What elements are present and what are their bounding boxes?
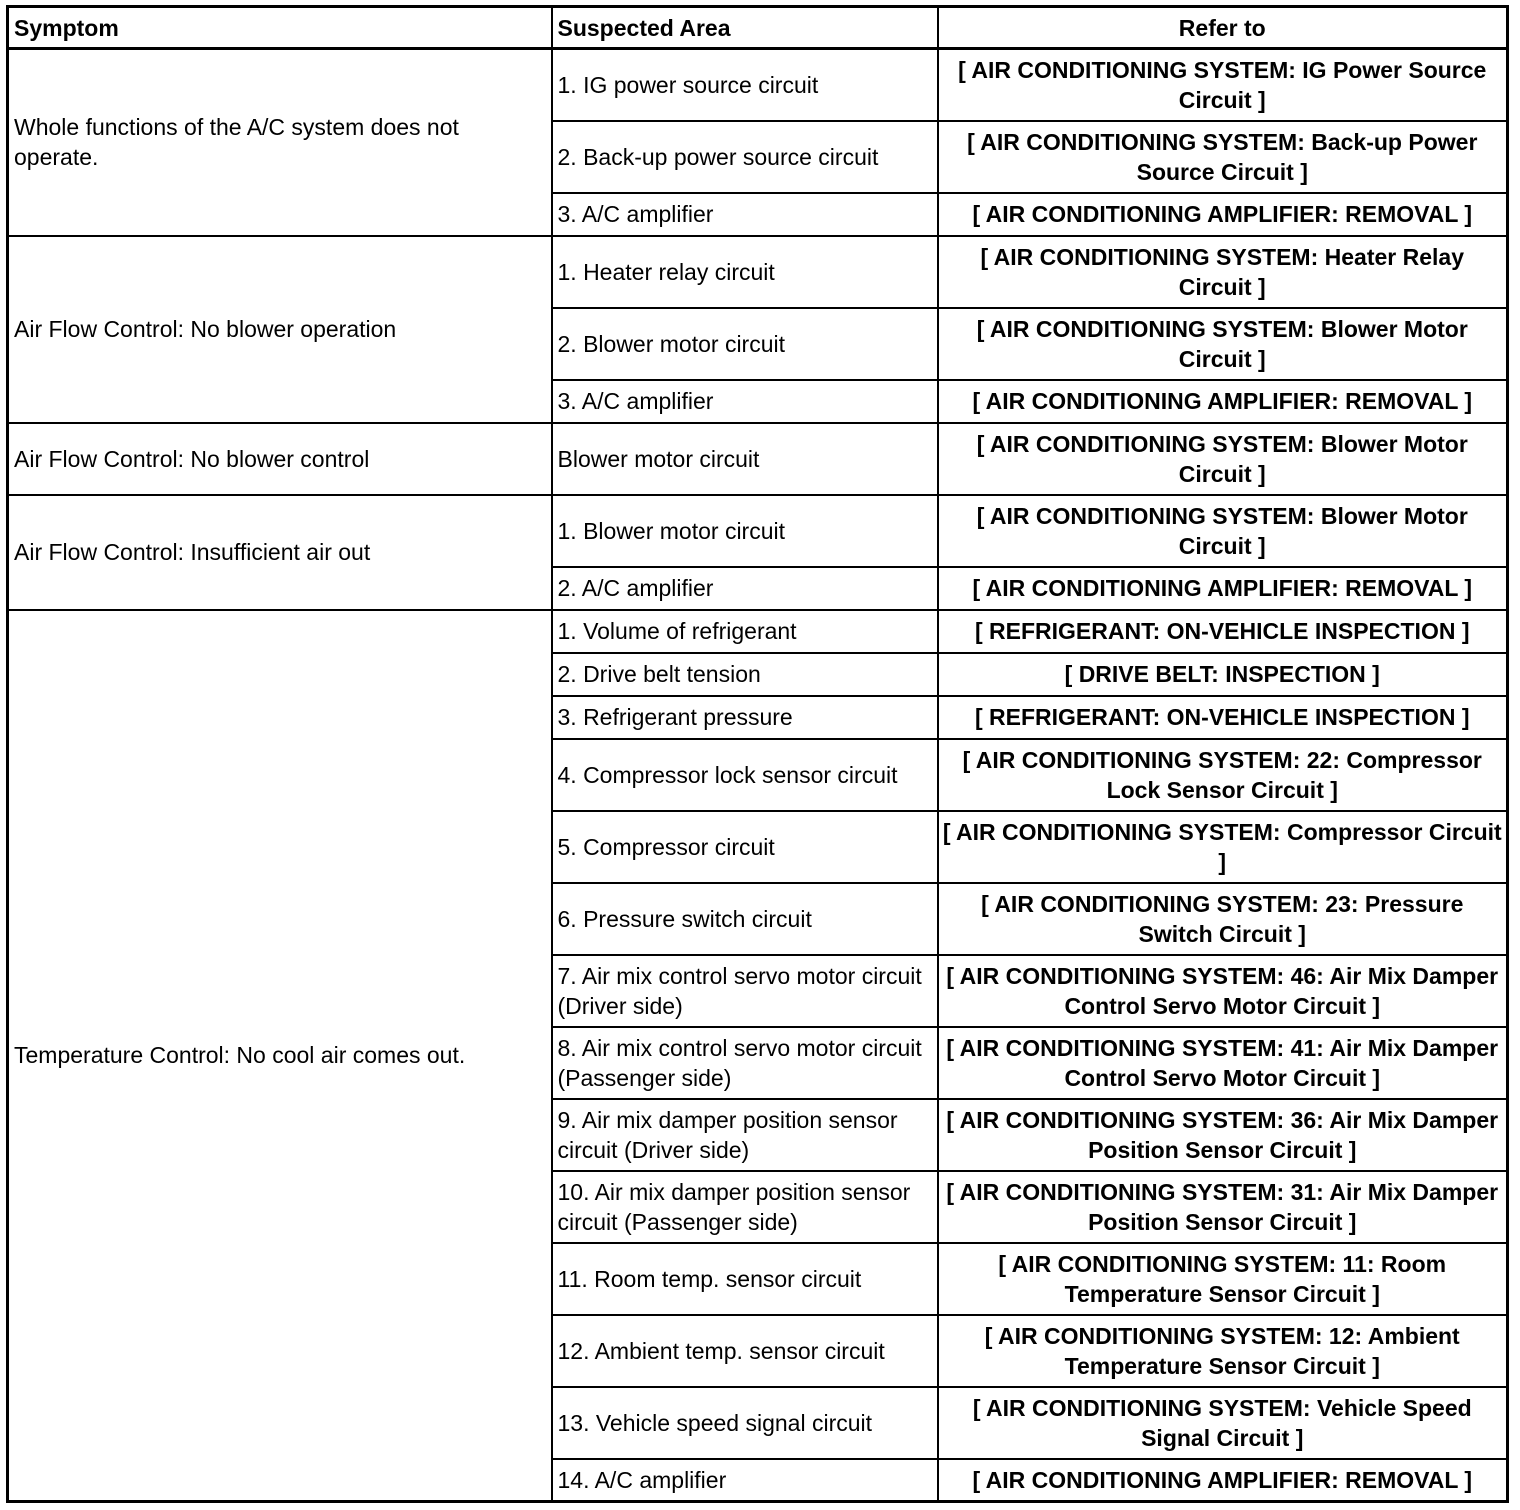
- suspected-area-cell: 4. Compressor lock sensor circuit: [552, 739, 938, 811]
- suspected-area-cell: 3. Refrigerant pressure: [552, 696, 938, 739]
- suspected-area-cell: 7. Air mix control servo motor circuit (Driver side): [552, 955, 938, 1027]
- table-row: [8, 49, 1508, 121]
- table-body: [8, 49, 1508, 1502]
- refer-to-link-cell[interactable]: [ AIR CONDITIONING SYSTEM: 23: Pressure Switch Circuit ]: [938, 883, 1508, 955]
- refer-to-link-cell[interactable]: [ REFRIGERANT: ON-VEHICLE INSPECTION ]: [938, 610, 1508, 653]
- suspected-area-cell: 1. IG power source circuit: [552, 49, 938, 121]
- refer-to-link-cell[interactable]: [ AIR CONDITIONING SYSTEM: Blower Motor Circuit ]: [938, 495, 1508, 567]
- table-row: [8, 236, 1508, 308]
- refer-to-link-cell[interactable]: [ AIR CONDITIONING AMPLIFIER: REMOVAL ]: [938, 193, 1508, 236]
- refer-to-link-cell[interactable]: [ AIR CONDITIONING SYSTEM: Blower Motor Circuit ]: [938, 423, 1508, 495]
- symptom-cell: Air Flow Control: Insufficient air out: [8, 495, 552, 610]
- refer-to-link-cell[interactable]: [ AIR CONDITIONING AMPLIFIER: REMOVAL ]: [938, 380, 1508, 423]
- suspected-area-cell: 2. Drive belt tension: [552, 653, 938, 696]
- refer-to-link-cell[interactable]: [ AIR CONDITIONING SYSTEM: 46: Air Mix Damper Control Servo Motor Circuit ]: [938, 955, 1508, 1027]
- suspected-area-cell: 12. Ambient temp. sensor circuit: [552, 1315, 938, 1387]
- suspected-area-cell: 3. A/C amplifier: [552, 193, 938, 236]
- suspected-area-cell: Blower motor circuit: [552, 423, 938, 495]
- suspected-area-cell: 5. Compressor circuit: [552, 811, 938, 883]
- suspected-area-cell: 1. Blower motor circuit: [552, 495, 938, 567]
- table-row: [8, 423, 1508, 495]
- refer-to-link-cell[interactable]: [ AIR CONDITIONING SYSTEM: IG Power Source Circuit ]: [938, 49, 1508, 121]
- suspected-area-cell: 1. Volume of refrigerant: [552, 610, 938, 653]
- suspected-area-cell: 2. Back-up power source circuit: [552, 121, 938, 193]
- table-row: [8, 495, 1508, 567]
- refer-to-link-cell[interactable]: [ AIR CONDITIONING AMPLIFIER: REMOVAL ]: [938, 567, 1508, 610]
- table-row: [8, 610, 1508, 653]
- refer-to-link-cell[interactable]: [ AIR CONDITIONING SYSTEM: Back-up Power Source Circuit ]: [938, 121, 1508, 193]
- suspected-area-cell: 11. Room temp. sensor circuit: [552, 1243, 938, 1315]
- refer-to-link-cell[interactable]: [ AIR CONDITIONING AMPLIFIER: REMOVAL ]: [938, 1459, 1508, 1502]
- symptom-cell: Whole functions of the A/C system does not operate.: [8, 49, 552, 236]
- suspected-area-cell: 6. Pressure switch circuit: [552, 883, 938, 955]
- refer-to-header: Refer to: [938, 7, 1508, 49]
- suspected-area-cell: 2. Blower motor circuit: [552, 308, 938, 380]
- suspected-area-cell: 9. Air mix damper position sensor circuit (Driver side): [552, 1099, 938, 1171]
- refer-to-link-cell[interactable]: [ AIR CONDITIONING SYSTEM: 12: Ambient Temperature Sensor Circuit ]: [938, 1315, 1508, 1387]
- suspected-area-cell: 8. Air mix control servo motor circuit (Passenger side): [552, 1027, 938, 1099]
- refer-to-link-cell[interactable]: [ AIR CONDITIONING SYSTEM: 41: Air Mix Damper Control Servo Motor Circuit ]: [938, 1027, 1508, 1099]
- refer-to-link-cell[interactable]: [ AIR CONDITIONING SYSTEM: 11: Room Temperature Sensor Circuit ]: [938, 1243, 1508, 1315]
- symptom-cell: Air Flow Control: No blower control: [8, 423, 552, 495]
- suspected-area-cell: 1. Heater relay circuit: [552, 236, 938, 308]
- suspected-area-cell: 10. Air mix damper position sensor circuit (Passenger side): [552, 1171, 938, 1243]
- refer-to-link-cell[interactable]: [ AIR CONDITIONING SYSTEM: Compressor Circuit ]: [938, 811, 1508, 883]
- troubleshooting-table-container: [6, 5, 1509, 1503]
- suspected-area-cell: 3. A/C amplifier: [552, 380, 938, 423]
- symptom-header: Symptom: [8, 7, 552, 49]
- refer-to-link-cell[interactable]: [ DRIVE BELT: INSPECTION ]: [938, 653, 1508, 696]
- refer-to-link-cell[interactable]: [ AIR CONDITIONING SYSTEM: 22: Compressor Lock Sensor Circuit ]: [938, 739, 1508, 811]
- refer-to-link-cell[interactable]: [ AIR CONDITIONING SYSTEM: Heater Relay Circuit ]: [938, 236, 1508, 308]
- refer-to-link-cell[interactable]: [ AIR CONDITIONING SYSTEM: Blower Motor Circuit ]: [938, 308, 1508, 380]
- table-header-row: [8, 7, 1508, 49]
- suspected-area-header: Suspected Area: [552, 7, 938, 49]
- suspected-area-cell: 2. A/C amplifier: [552, 567, 938, 610]
- troubleshooting-table: [6, 5, 1509, 1503]
- suspected-area-cell: 14. A/C amplifier: [552, 1459, 938, 1502]
- symptom-cell: Temperature Control: No cool air comes out.: [8, 610, 552, 1502]
- suspected-area-cell: 13. Vehicle speed signal circuit: [552, 1387, 938, 1459]
- refer-to-link-cell[interactable]: [ AIR CONDITIONING SYSTEM: Vehicle Speed Signal Circuit ]: [938, 1387, 1508, 1459]
- refer-to-link-cell[interactable]: [ AIR CONDITIONING SYSTEM: 36: Air Mix Damper Position Sensor Circuit ]: [938, 1099, 1508, 1171]
- refer-to-link-cell[interactable]: [ AIR CONDITIONING SYSTEM: 31: Air Mix Damper Position Sensor Circuit ]: [938, 1171, 1508, 1243]
- refer-to-link-cell[interactable]: [ REFRIGERANT: ON-VEHICLE INSPECTION ]: [938, 696, 1508, 739]
- symptom-cell: Air Flow Control: No blower operation: [8, 236, 552, 423]
